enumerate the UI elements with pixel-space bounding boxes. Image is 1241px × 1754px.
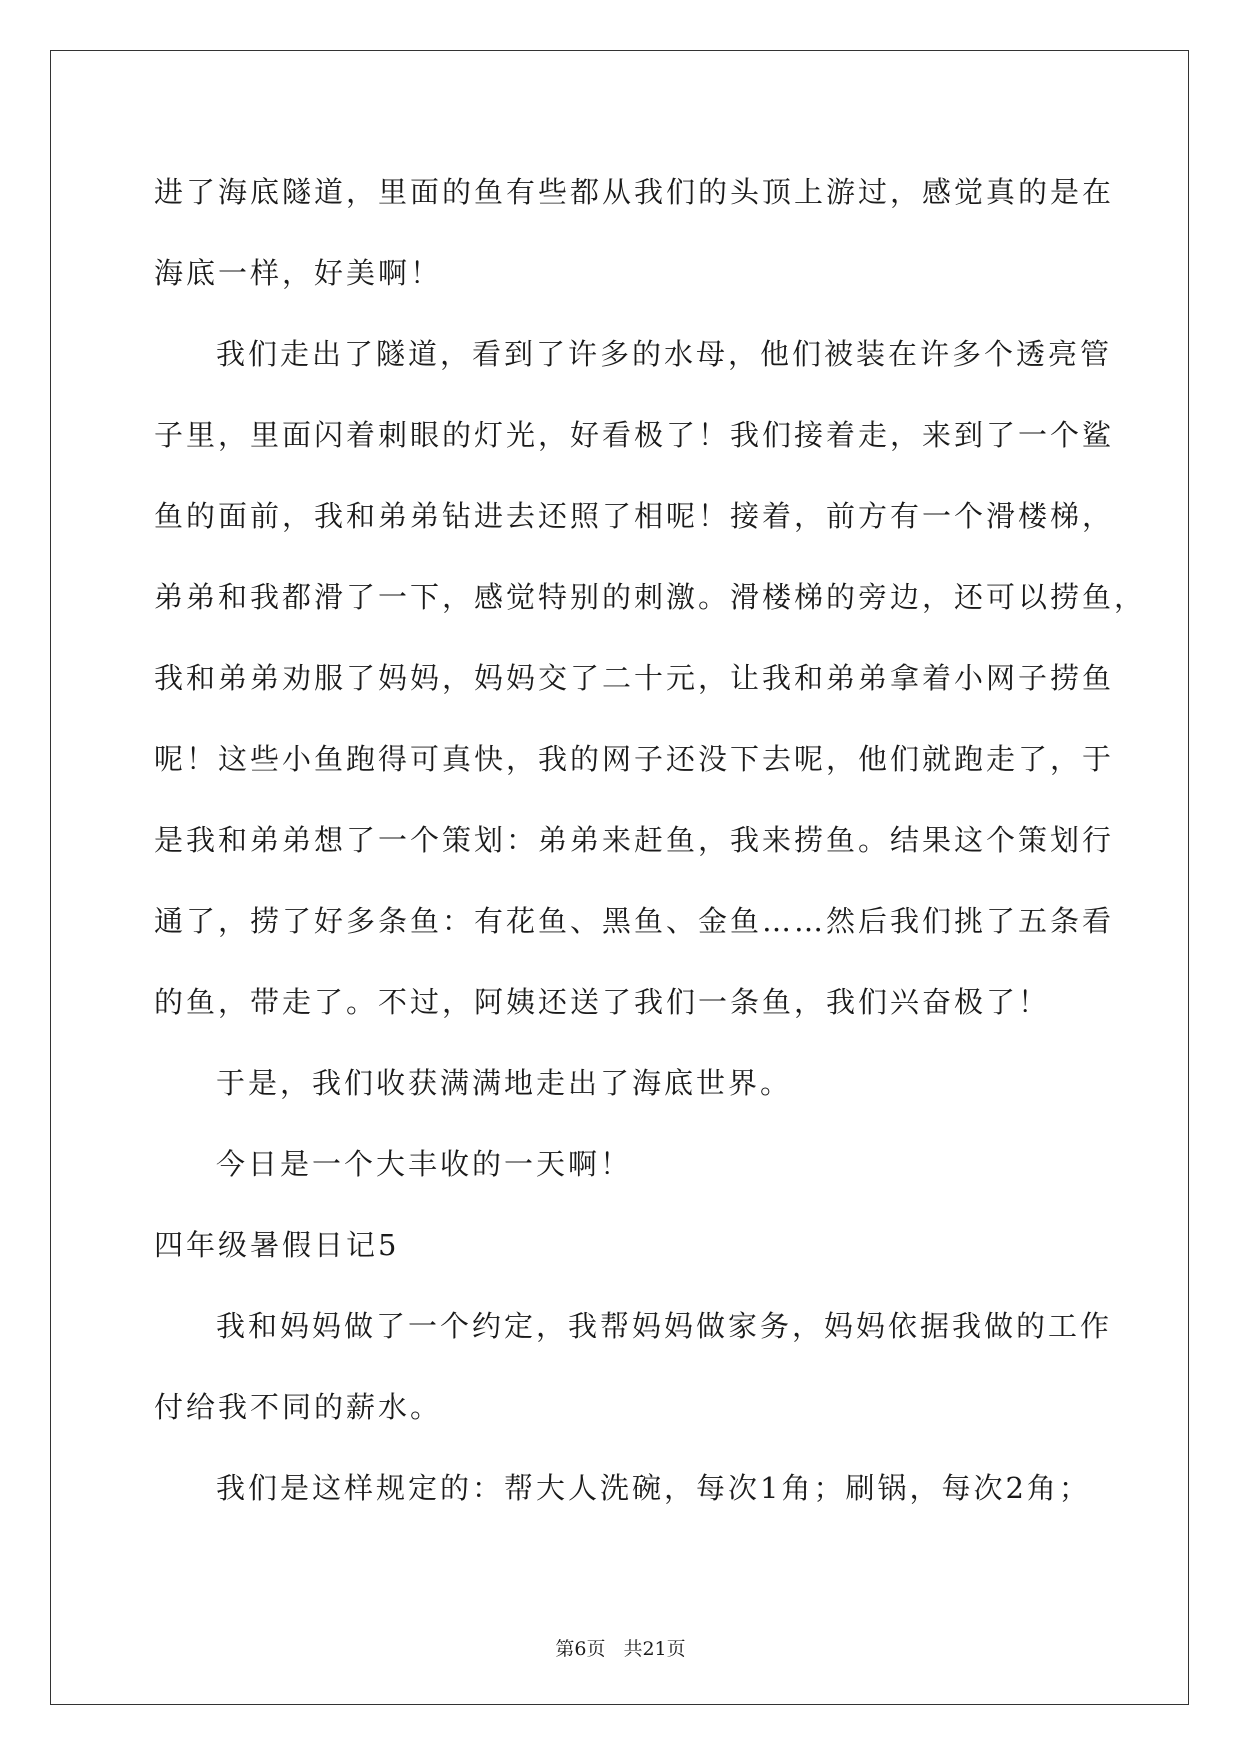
text-line: 弟弟和我都滑了一下，感觉特别的刺激。滑楼梯的旁边，还可以捞鱼，: [154, 580, 1147, 614]
paragraph-start: 我和妈妈做了一个约定，我帮妈妈做家务，妈妈依据我做的工作: [216, 1309, 1113, 1343]
paragraph-start: 于是，我们收获满满地走出了海底世界。: [216, 1066, 793, 1100]
page-border: [50, 50, 1189, 1705]
text-line: 海底一样，好美啊！: [154, 256, 443, 290]
text-line: 进了海底隧道，里面的鱼有些都从我们的头顶上游过，感觉真的是在: [154, 175, 1115, 209]
page-footer: [0, 1637, 1241, 1661]
text-line: 鱼的面前，我和弟弟钻进去还照了相呢！接着，前方有一个滑楼梯，: [154, 499, 1115, 533]
paragraph-start: 我们走出了隧道，看到了许多的水母，他们被装在许多个透亮管: [216, 337, 1113, 371]
text-line: 的鱼，带走了。不过，阿姨还送了我们一条鱼，我们兴奋极了！: [154, 985, 1051, 1019]
paragraph-start: 我们是这样规定的：帮大人洗碗，每次1角；刷锅，每次2角；: [216, 1471, 1091, 1505]
text-line: 呢！这些小鱼跑得可真快，我的网子还没下去呢，他们就跑走了，于: [154, 742, 1115, 776]
paragraph-start: 今日是一个大丰收的一天啊！: [216, 1147, 633, 1181]
text-line: 付给我不同的薪水。: [154, 1390, 443, 1424]
page-number: 第6页: [555, 1638, 606, 1660]
text-line: 我和弟弟劝服了妈妈，妈妈交了二十元，让我和弟弟拿着小网子捞鱼: [154, 661, 1115, 695]
text-line: 子里，里面闪着刺眼的灯光，好看极了！我们接着走，来到了一个鲨: [154, 418, 1115, 452]
page-total: 共21页: [623, 1638, 686, 1660]
text-line: 通了，捞了好多条鱼：有花鱼、黑鱼、金鱼……然后我们挑了五条看: [154, 904, 1115, 938]
section-heading: 四年级暑假日记5: [154, 1228, 400, 1262]
text-line: 是我和弟弟想了一个策划：弟弟来赶鱼，我来捞鱼。结果这个策划行: [154, 823, 1115, 857]
